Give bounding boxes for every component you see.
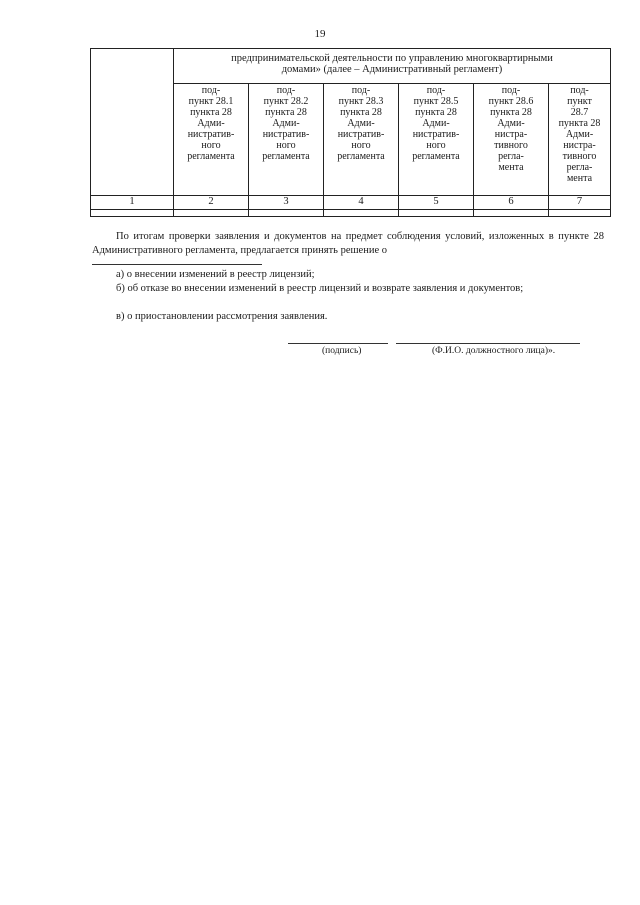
- cell-line: регламента: [187, 151, 235, 162]
- option-a: а) о внесении изменений в реестр лицензий;: [116, 269, 315, 280]
- cell-line: ного: [276, 140, 296, 151]
- cell-line: под-: [276, 85, 296, 96]
- table-empty-cell: [91, 210, 174, 217]
- table-empty-cell: [174, 210, 249, 217]
- cell-line: нистра-: [563, 140, 596, 151]
- cell-line: Адми-: [272, 118, 300, 129]
- cell-line: пункт: [567, 96, 592, 107]
- cell-line: нистратив-: [262, 129, 310, 140]
- cell-line: регла-: [498, 151, 524, 162]
- cell-line: нистратив-: [412, 129, 460, 140]
- page-number: 19: [314, 28, 326, 40]
- table-empty-cell: [474, 210, 549, 217]
- licensing-table: [90, 48, 611, 217]
- decision-paragraph: По итогам проверки заявления и документов на предмет соблюдения условий, изложенных в пункте 28 Административного регламента, предлагается принять решение о: [92, 231, 604, 256]
- cell-line: под-: [570, 85, 589, 96]
- cell-line: ного: [426, 140, 446, 151]
- column-number-5: 5: [399, 196, 474, 210]
- table-blank-cell: [91, 49, 174, 196]
- column-number-2: 2: [174, 196, 249, 210]
- table-header-span: [174, 49, 611, 84]
- name-line: [396, 343, 580, 344]
- table-column-header-7: [549, 84, 611, 196]
- cell-line: нистратив-: [337, 129, 385, 140]
- cell-line: Адми-: [197, 118, 225, 129]
- header-line-2: домами» (далее – Административный регламент): [281, 64, 503, 75]
- cell-line: регламента: [262, 151, 310, 162]
- decision-blank-line: [92, 264, 262, 265]
- cell-line: пункт 28.6: [488, 96, 534, 107]
- cell-line: ного: [351, 140, 371, 151]
- option-c: в) о приостановлении рассмотрения заявления.: [116, 311, 328, 322]
- cell-line: пункт 28.5: [413, 96, 459, 107]
- cell-line: мента: [498, 162, 524, 173]
- table-column-header-2: [174, 84, 249, 196]
- cell-line: пункт 28.2: [263, 96, 309, 107]
- column-number-3: 3: [249, 196, 324, 210]
- cell-line: пункта 28: [558, 118, 601, 129]
- cell-line: Адми-: [497, 118, 525, 129]
- option-b: б) об отказе во внесении изменений в реестр лицензий и возврате заявления и документов;: [116, 283, 524, 294]
- cell-line: пункта 28: [415, 107, 457, 118]
- cell-line: пункта 28: [340, 107, 382, 118]
- table-column-header-3: [249, 84, 324, 196]
- cell-line: 28.7: [570, 107, 589, 118]
- cell-line: пункт 28.3: [338, 96, 384, 107]
- table-column-header-6: [474, 84, 549, 196]
- cell-line: регла-: [566, 162, 593, 173]
- signature-line: [288, 343, 388, 344]
- cell-line: мента: [566, 173, 593, 184]
- cell-line: ного: [201, 140, 221, 151]
- cell-line: Адми-: [422, 118, 450, 129]
- cell-line: тивного: [494, 140, 528, 151]
- cell-line: нистра-: [494, 129, 528, 140]
- column-number-1: 1: [91, 196, 174, 210]
- cell-line: регламента: [337, 151, 385, 162]
- header-line-1: предпринимательской деятельности по управлению многоквартирными: [231, 53, 553, 64]
- cell-line: нистратив-: [187, 129, 235, 140]
- cell-line: Адми-: [347, 118, 375, 129]
- column-number-7: 7: [549, 196, 611, 210]
- column-number-6: 6: [474, 196, 549, 210]
- table-empty-cell: [399, 210, 474, 217]
- column-number-4: 4: [324, 196, 399, 210]
- cell-line: под-: [201, 85, 221, 96]
- cell-line: Адми-: [565, 129, 594, 140]
- table-column-header-4: [324, 84, 399, 196]
- cell-line: пункта 28: [490, 107, 532, 118]
- table-column-header-5: [399, 84, 474, 196]
- cell-line: регламента: [412, 151, 460, 162]
- cell-line: под-: [426, 85, 446, 96]
- cell-line: под-: [351, 85, 371, 96]
- signature-label: (подпись): [322, 346, 362, 356]
- table-empty-cell: [249, 210, 324, 217]
- cell-line: пункт 28.1: [188, 96, 234, 107]
- table-empty-cell: [324, 210, 399, 217]
- name-label: (Ф.И.О. должностного лица)».: [432, 346, 556, 356]
- cell-line: тивного: [562, 151, 597, 162]
- cell-line: пункта 28: [190, 107, 232, 118]
- cell-line: под-: [501, 85, 521, 96]
- cell-line: пункта 28: [265, 107, 307, 118]
- table-empty-cell: [549, 210, 611, 217]
